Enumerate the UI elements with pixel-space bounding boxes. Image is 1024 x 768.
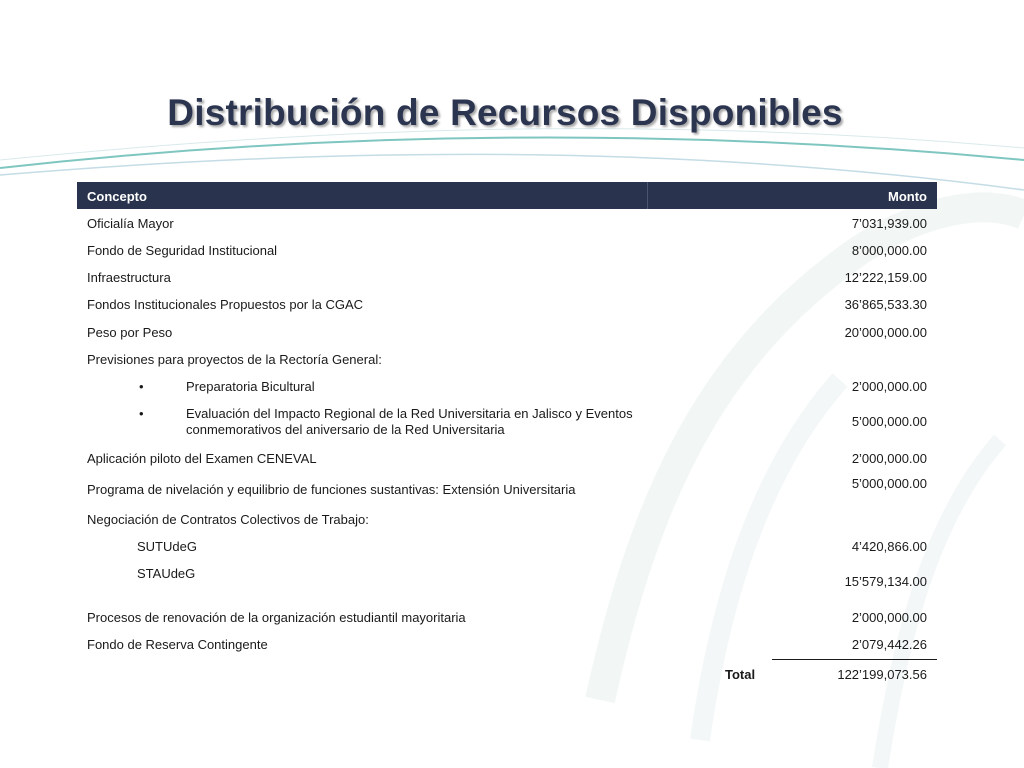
table-row — [77, 399, 937, 444]
row-amount: 20’000,000.00 — [844, 325, 927, 340]
table-row — [77, 372, 937, 399]
table-row — [77, 603, 937, 630]
row-amount: 4’420,866.00 — [851, 539, 927, 554]
table-row — [77, 318, 937, 345]
row-amount: 2’000,000.00 — [851, 451, 927, 466]
row-concept: Procesos de renovación de la organización estudiantil mayoritaria — [87, 610, 466, 625]
row-concept: SUTUdeG — [137, 539, 197, 554]
row-amount: 12’222,159.00 — [844, 270, 927, 285]
table-row — [77, 345, 937, 372]
row-amount: 2’000,000.00 — [851, 379, 927, 394]
header-amount: Monto — [888, 189, 927, 204]
row-amount: 2’079,442.26 — [851, 637, 927, 652]
header-divider — [647, 182, 648, 209]
budget-table — [77, 182, 937, 682]
row-amount: 5’000,000.00 — [851, 414, 927, 429]
bullet: • — [139, 406, 144, 421]
table-row — [77, 236, 937, 263]
row-concept: Fondo de Reserva Contingente — [87, 637, 268, 652]
row-concept: Oficialía Mayor — [87, 216, 174, 231]
row-amount: 5’000,000.00 — [851, 476, 927, 491]
row-amount: 15’579,134.00 — [844, 574, 927, 589]
row-concept: Fondo de Seguridad Institucional — [87, 243, 278, 258]
table-row — [77, 559, 937, 603]
row-concept: Previsiones para proyectos de la Rectoría General: — [87, 352, 382, 367]
total-label: Total — [725, 667, 756, 682]
table-header — [77, 182, 937, 209]
row-amount: 36’865,533.30 — [844, 297, 927, 312]
row-concept: Preparatoria Bicultural — [186, 379, 315, 394]
table-row — [77, 505, 937, 532]
table-row — [77, 444, 937, 471]
bullet: • — [139, 379, 144, 394]
row-concept: Infraestructura — [87, 270, 171, 285]
row-amount: 8’000,000.00 — [851, 243, 927, 258]
row-amount: 2’000,000.00 — [851, 610, 927, 625]
row-concept: Programa de nivelación y equilibrio de funciones sustantivas: Extensión Universitaria — [87, 482, 576, 497]
total-amount: 122’199,073.56 — [837, 667, 927, 682]
total-rule — [772, 659, 937, 660]
row-concept: Aplicación piloto del Examen CENEVAL — [87, 451, 317, 466]
table-row — [77, 290, 937, 318]
table-row — [77, 209, 937, 236]
slide-title: Distribución de Recursos Disponibles — [167, 92, 843, 133]
table-row — [77, 471, 937, 505]
table-row — [77, 630, 937, 657]
row-concept: Negociación de Contratos Colectivos de Trabajo: — [87, 512, 369, 527]
table-row — [77, 263, 937, 290]
row-concept: Peso por Peso — [87, 325, 173, 340]
header-concept: Concepto — [87, 189, 147, 204]
table-row — [77, 532, 937, 559]
row-amount: 7’031,939.00 — [851, 216, 927, 231]
row-concept: Evaluación del Impacto Regional de la Red Universitaria en Jalisco y Eventos conmemorativos del aniversario de la Red Universitaria — [186, 406, 633, 437]
row-concept: STAUdeG — [137, 566, 196, 581]
row-concept: Fondos Institucionales Propuestos por la CGAC — [87, 297, 364, 312]
